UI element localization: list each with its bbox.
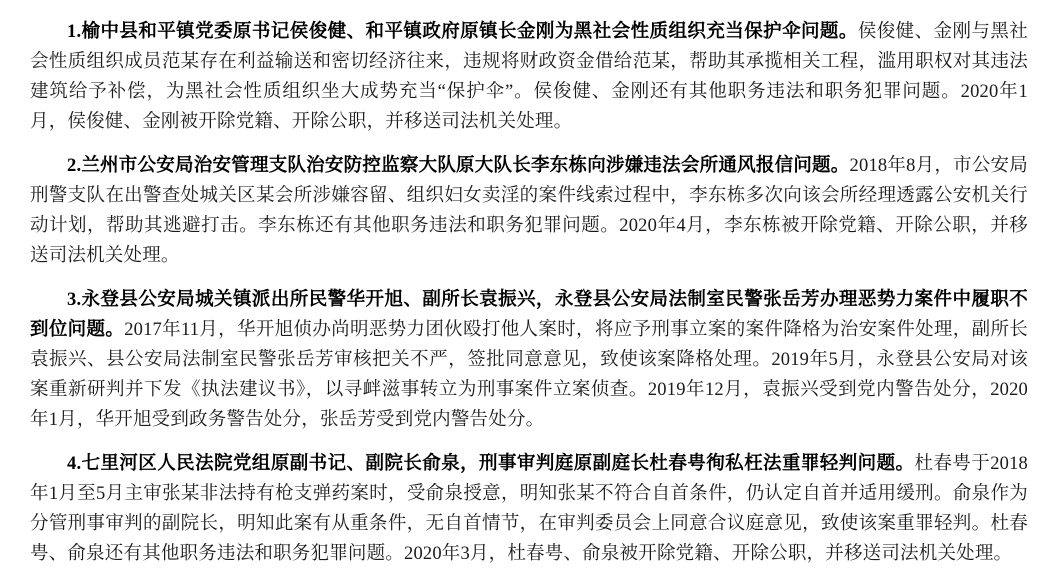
paragraph-lead: 兰州市公安局治安管理支队治安防控监察大队原大队长李东栋向涉嫌违法会所通风报信问题。	[81, 155, 850, 176]
paragraph-item	[30, 152, 1028, 272]
paragraph-text: 2018年8月，市公安局刑警支队在出警查处城关区某会所涉嫌容留、组织妇女卖淫的案件线索过程中，李东栋多次向该会所经理透露公安机关行动计划，帮助其逃避打击。李东栋还有其他职务违法和职务犯罪问题。2020年4月，李东栋被开除党籍、开除公职，并移送司法机关处理。	[30, 155, 1028, 266]
paragraph-text: 杜春甹于2018年1月至5月主审张某非法持有枪支弹药案时，受俞泉授意，明知张某不符合自首条件，仍认定自首并适用缓刑。俞泉作为分管刑事审判的副院长，明知此案有从重条件，无自首情节，在审判委员会上同意合议庭意见，致使该案重罪轻判。杜春甹、俞泉还有其他职务违法和职务犯罪问题。2020年3月，杜春甹、俞泉被开除党籍、开除公职，并移送司法机关处理。	[30, 453, 1028, 564]
paragraph-lead: 七里河区人民法院党组原副书记、副院长俞泉，刑事审判庭原副庭长杜春甹徇私枉法重罪轻判问题。	[81, 453, 915, 474]
paragraph-item	[30, 286, 1028, 436]
paragraph-lead: 榆中县和平镇党委原书记侯俊健、和平镇政府原镇长金刚为黑社会性质组织充当保护伞问题。	[81, 22, 858, 42]
paragraph-number: 4.	[67, 453, 82, 474]
paragraph-text: 侯俊健、金刚与黑社会性质组织成员范某存在利益输送和密切经济往来，违规将财政资金借给范某，帮助其承揽相关工程，滥用职权对其违法建筑给予补偿，为黑社会性质组织坐大成势充当“保护伞”。侯俊健、金刚还有其他职务违法和职务犯罪问题。2020年1月，侯俊健、金刚被开除党籍、开除公职，并移送司法机关处理。	[30, 22, 1028, 132]
paragraph-item	[30, 18, 1028, 138]
paragraph-number: 3.	[67, 289, 82, 310]
paragraph-number: 1.	[67, 22, 82, 42]
paragraph-lead: 永登县公安局城关镇派出所民警华开旭、副所长袁振兴，永登县公安局法制室民警张岳芳办理恶势力案件中履职不到位问题。	[30, 289, 1028, 340]
article-body	[30, 18, 1028, 569]
paragraph-item	[30, 450, 1028, 570]
paragraph-number: 2.	[67, 155, 82, 176]
paragraph-text: 2017年11月，华开旭侦办尚明恶势力团伙殴打他人案时，将应予刑事立案的案件降格为治安案件处理，副所长袁振兴、县公安局法制室民警张岳芳审核把关不严，签批同意意见，致使该案降格处理。2019年5月，永登县公安局对该案重新研判并下发《执法建议书》，以寻衅滋事转立为刑事案件立案侦查。2019年12月，袁振兴受到党内警告处分，2020年1月，华开旭受到政务警告处分，张岳芳受到党内警告处分。	[30, 319, 1028, 430]
